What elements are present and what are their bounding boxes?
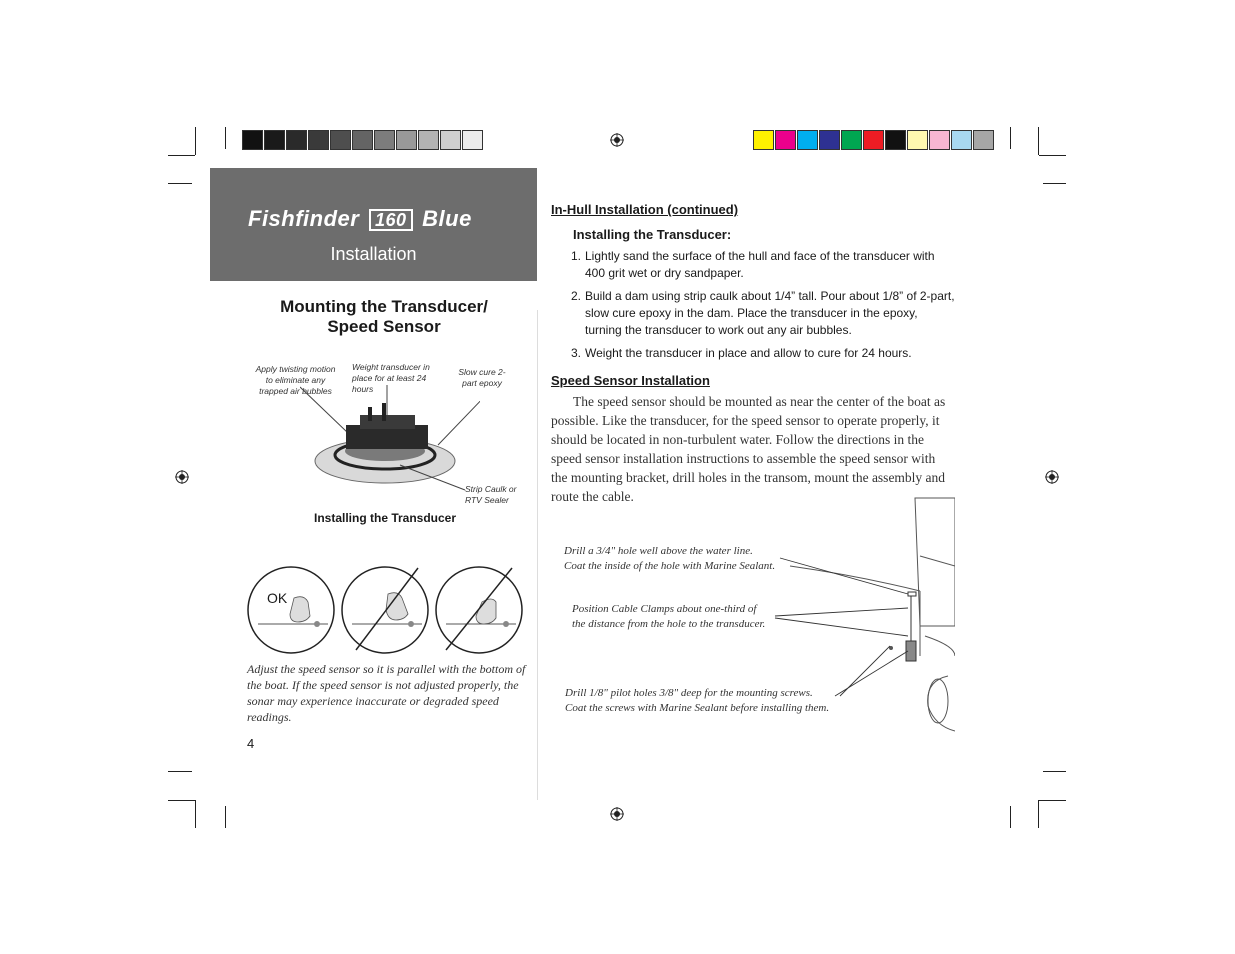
callout-epoxy: Slow cure 2-part epoxy [458,367,506,388]
color-swatch [308,130,329,150]
color-swatch [264,130,285,150]
note-cable-clamps: Position Cable Clamps about one-third of the distance from the hole to the transducer. [572,603,766,630]
color-swatch [374,130,395,150]
speed-sensor-heading: Speed Sensor Installation [551,373,710,388]
color-swatch [885,130,906,150]
speed-sensor-adjust-paragraph: Adjust the speed sensor so it is parallel with the bottom of the boat. If the speed sensor is not adjusted properly, the sonar may experience inaccurate or degraded speed readings. [247,662,526,724]
color-swatch [418,130,439,150]
color-swatch [951,130,972,150]
page-gutter-divider [537,310,538,800]
color-swatch [797,130,818,150]
list-item: 3. Weight the transducer in place and allow to cure for 24 hours. [571,346,912,360]
color-swatch [440,130,461,150]
installing-transducer-subheading: Installing the Transducer: [573,227,732,242]
color-swatch [330,130,351,150]
page-heading-line2: Speed Sensor [327,317,441,336]
callout-caulk: Strip Caulk or RTV Sealer [465,484,517,505]
registration-mark-right-icon [1045,470,1059,484]
callout-weight: Weight transducer in place for at least 24 hours [352,362,430,394]
note-pilot-holes: Drill 1/8" pilot holes 3/8" deep for the mounting screws. Coat the screws with Marine Sealant before installing them. [565,687,830,714]
color-swatch [286,130,307,150]
callout-twisting: Apply twisting motion to eliminate any trapped air bubbles [255,364,336,396]
list-item: 2. Build a dam using strip caulk about 1/4” tall. Pour about 1/8” of 2-part, slow cure epoxy in the dam. Place the transducer in the epoxy, turning the transducer to work out any air bubbles. [571,289,955,337]
page-heading [260,297,508,337]
color-swatch [841,130,862,150]
registration-mark-top-icon [610,133,624,147]
figure-caption-transducer: Installing the Transducer [313,511,457,525]
color-swatch [929,130,950,150]
brand-name: Fishfinder [248,206,360,231]
registration-mark-left-icon [175,470,189,484]
color-swatch [775,130,796,150]
page-number: 4 [247,736,255,751]
color-swatch [462,130,483,150]
color-swatch [352,130,373,150]
color-swatch [819,130,840,150]
installation-steps-list [571,248,956,368]
brand-number: 160 [369,209,413,231]
color-swatch [973,130,994,150]
list-item: 1. Lightly sand the surface of the hull and face of the transducer with 400 grit wet or dry sandpaper. [571,249,935,280]
transducer-illustration [300,385,480,495]
color-swatch [863,130,884,150]
color-swatch [242,130,263,150]
color-swatch [753,130,774,150]
speed-sensor-paragraph: The speed sensor should be mounted as near the center of the boat as possible. Like the transducer, for the speed sensor to operate properly, it should be located in non-turbulent water. Follow the directions in the speed sensor installation instructions to assemble the speed sensor with the mounting bracket, drill holes in the transom, mount the assembly and route the cable. [551,394,946,504]
section-title: Installation [330,244,417,264]
brand-logo [248,206,472,232]
color-swatch [396,130,417,150]
note-drill-hole: Drill a 3/4" hole well above the water line. Coat the inside of the hole with Marine Sealant. [564,545,776,572]
speed-sensor-orientation-illustration [246,564,526,656]
page-heading-line1: Mounting the Transducer/ [280,297,488,316]
registration-mark-bottom-icon [610,807,624,821]
color-swatch [907,130,928,150]
inhull-heading: In-Hull Installation (continued) [551,202,739,217]
ok-label: OK [267,590,288,606]
brand-suffix: Blue [422,206,472,231]
